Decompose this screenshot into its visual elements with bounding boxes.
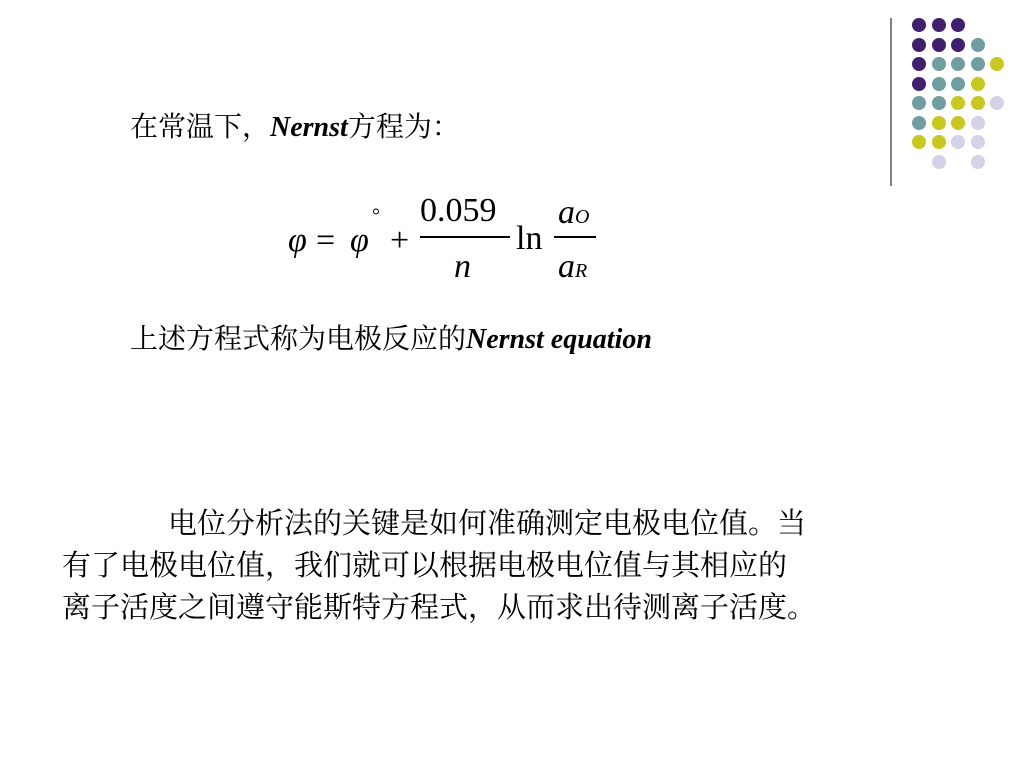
equation-name-line	[130, 322, 652, 357]
decorative-dot	[971, 116, 985, 130]
decorative-dot	[912, 77, 926, 91]
paragraph-line-1: 电位分析法的关键是如何准确测定电极电位值。当	[168, 506, 807, 540]
intro-line	[130, 110, 460, 145]
decorative-dot	[971, 96, 985, 110]
decorative-dot	[951, 96, 965, 110]
decorative-dot	[990, 96, 1004, 110]
formula-fraction-bar	[420, 236, 510, 238]
decorative-dot	[971, 155, 985, 169]
decorative-dot	[951, 116, 965, 130]
equation-name-prefix: 上述方程式称为电极反应的	[130, 322, 467, 355]
decorative-dot	[971, 77, 985, 91]
equation-name-latin: Nernst equation	[466, 324, 652, 355]
decorative-dot	[971, 135, 985, 149]
formula-phi: φ	[288, 222, 307, 259]
decorative-dot	[971, 57, 985, 71]
formula-plus: +	[390, 222, 410, 259]
formula-equals: =	[316, 222, 336, 259]
decorative-dot	[990, 57, 1004, 71]
decorative-dot	[932, 135, 946, 149]
formula-degree: °	[372, 205, 380, 227]
formula-denominator: n	[454, 248, 471, 285]
paragraph-line-2: 有了电极电位值，我们就可以根据电极电位值与其相应的	[62, 548, 788, 582]
intro-prefix: 在常温下，	[130, 110, 271, 143]
intro-nernst: Nernst	[270, 112, 348, 143]
decorative-dot-grid	[900, 8, 1010, 168]
decorative-dot	[912, 116, 926, 130]
intro-suffix: 方程为：	[347, 110, 460, 143]
decorative-dot	[932, 116, 946, 130]
decorative-dot	[951, 57, 965, 71]
decorative-dot	[912, 38, 926, 52]
decorative-dot	[912, 18, 926, 32]
decorative-dot	[932, 155, 946, 169]
decorative-dot	[932, 57, 946, 71]
decorative-dot	[951, 38, 965, 52]
formula-ln: ln	[516, 220, 543, 257]
decorative-dot	[932, 18, 946, 32]
decorative-dot	[932, 77, 946, 91]
decorative-dot	[951, 18, 965, 32]
decorative-dot	[971, 38, 985, 52]
decorative-dot	[951, 77, 965, 91]
decorative-dot	[912, 96, 926, 110]
formula-activity-bar	[554, 236, 596, 238]
decorative-dot	[932, 38, 946, 52]
nernst-formula	[288, 192, 608, 292]
paragraph-line-3: 离子活度之间遵守能斯特方程式，从而求出待测离子活度。	[62, 590, 817, 624]
decorative-dot	[912, 135, 926, 149]
formula-numerator: 0.059	[420, 192, 497, 229]
decorative-dot	[932, 96, 946, 110]
formula-activity-reduced: aR	[558, 248, 588, 285]
body-paragraph	[62, 502, 942, 628]
formula-activity-oxidized: aO	[558, 194, 590, 231]
decorative-divider-line	[890, 18, 892, 186]
formula-phi-standard: φ	[350, 222, 369, 259]
decorative-dot	[951, 135, 965, 149]
decorative-dot	[912, 57, 926, 71]
